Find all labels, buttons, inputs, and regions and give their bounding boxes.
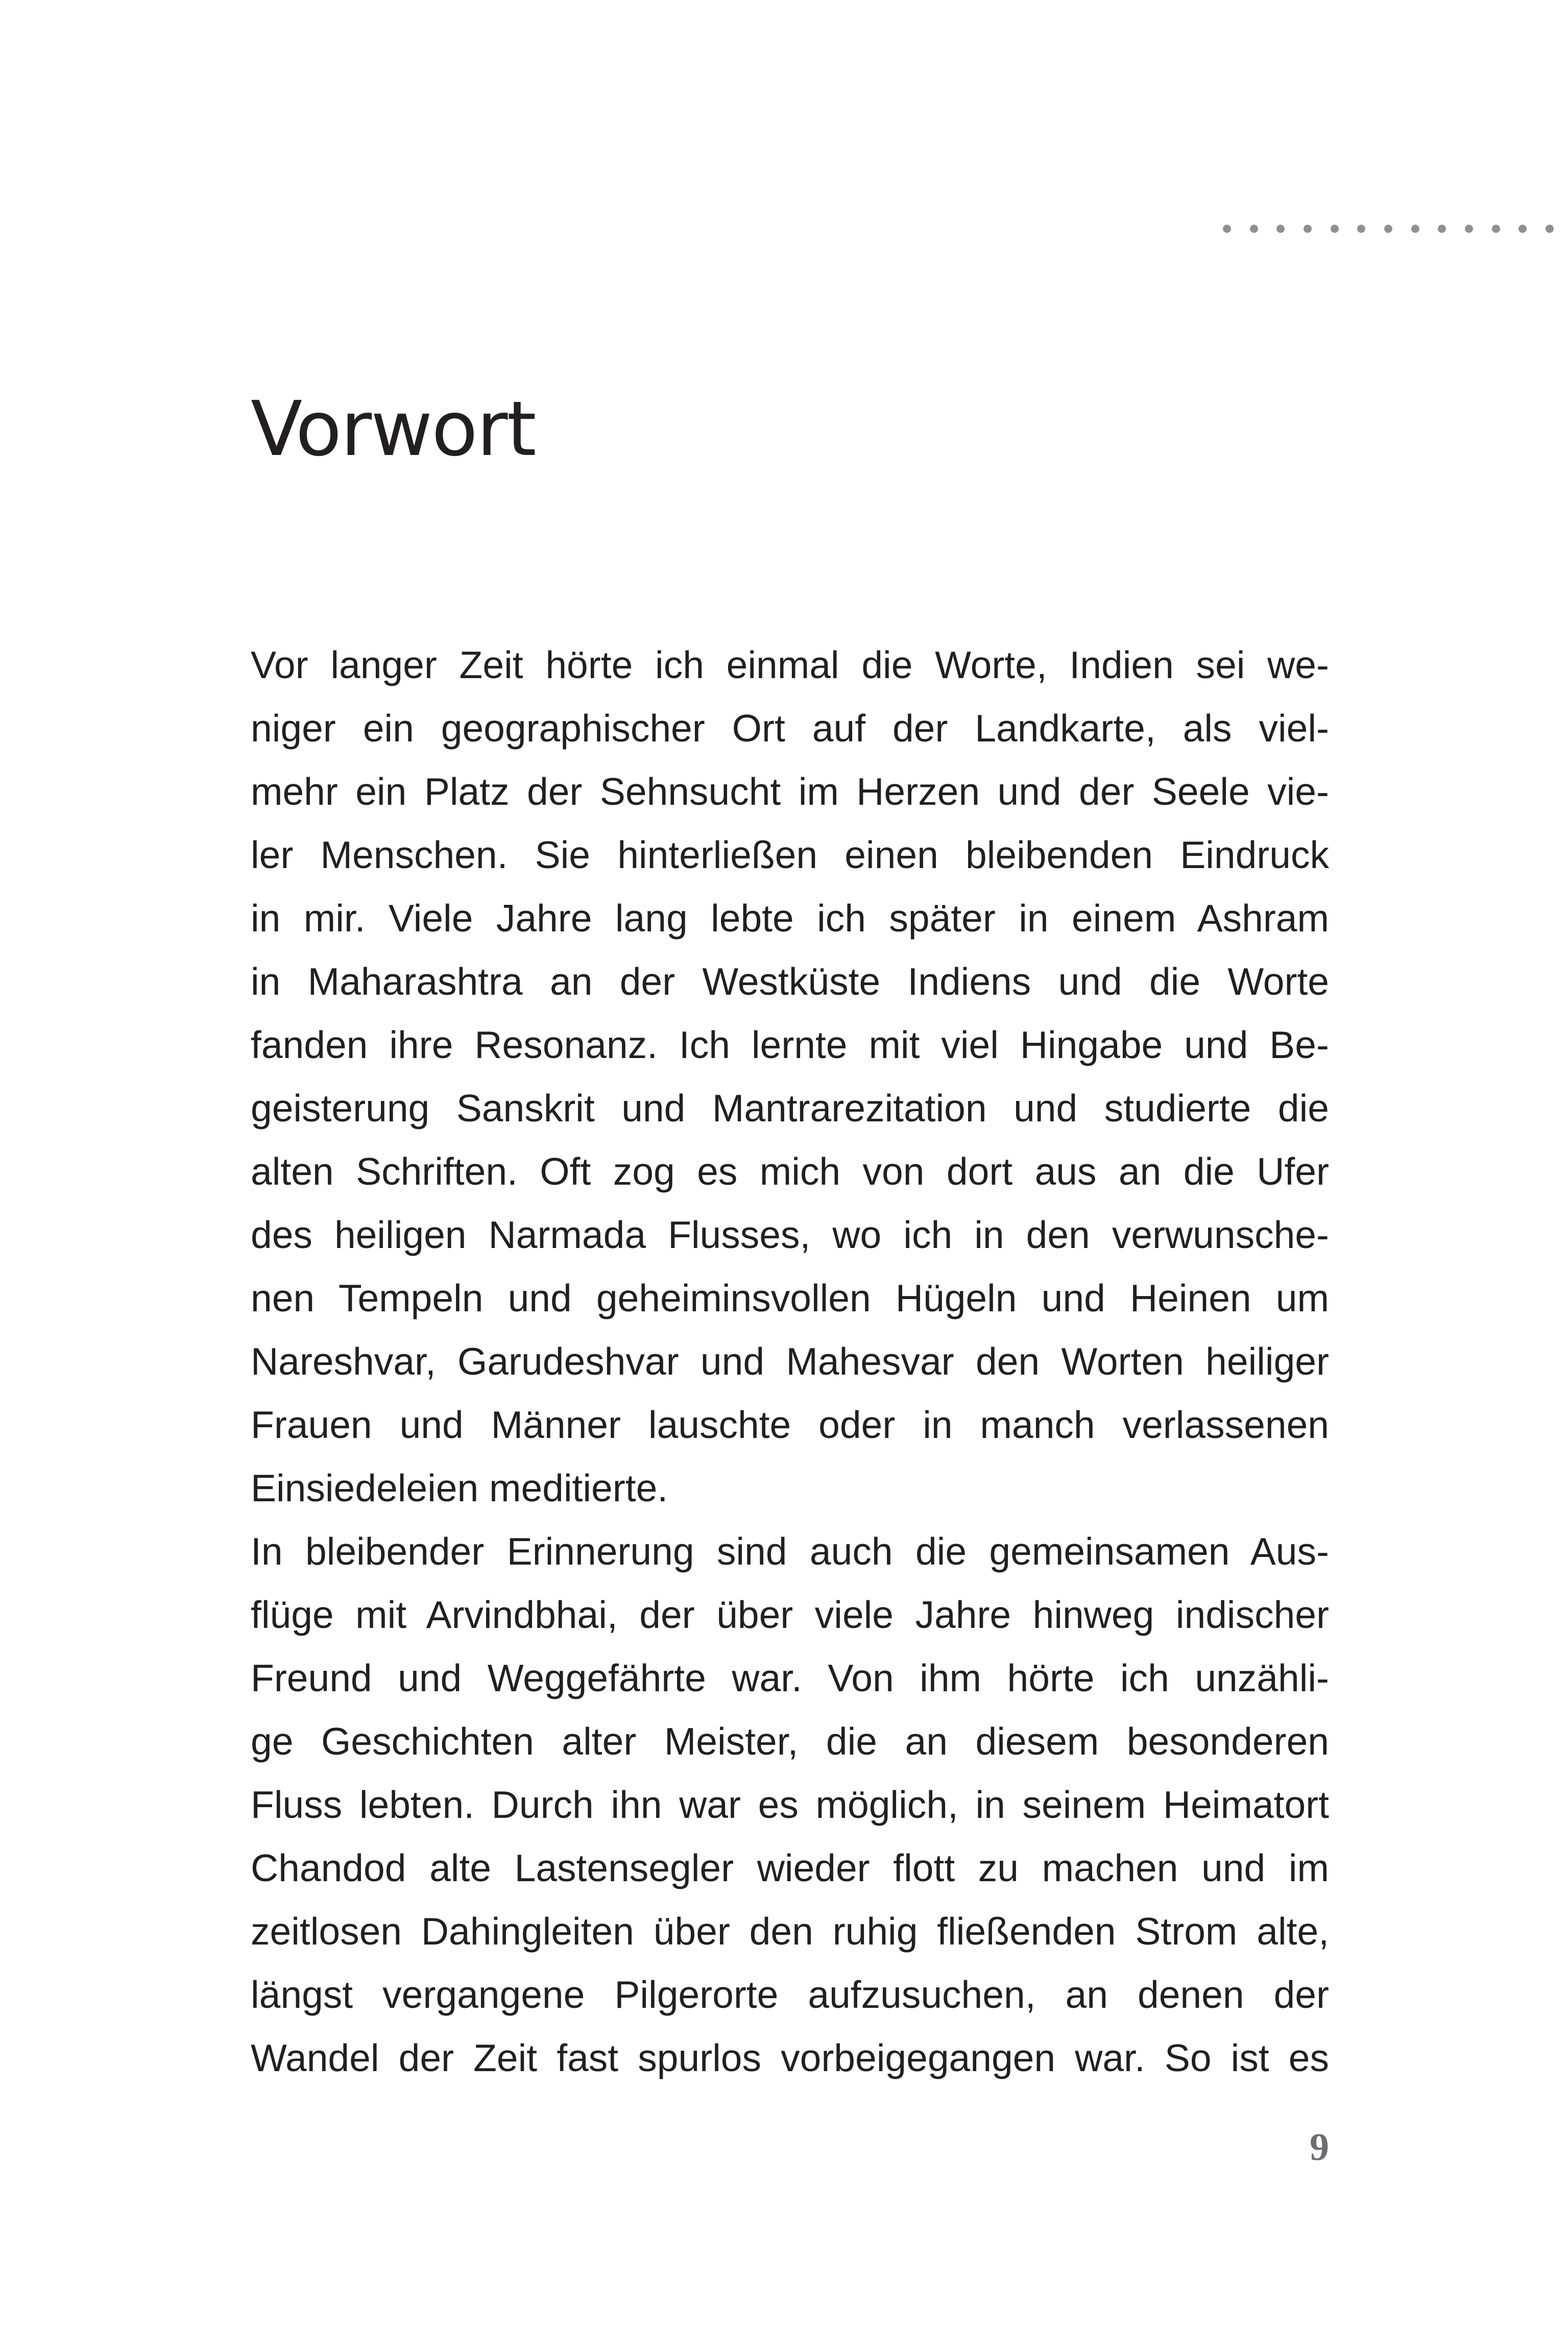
decorative-dot [1492,225,1500,233]
text-line: zeitlosen Dahingleiten über den ruhig fließenden Strom alte, [251,1910,1329,1953]
body-text [251,633,1329,2090]
text-line: Fluss lebten. Durch ihn war es möglich, in seinem Heimatort [251,1783,1329,1826]
text-line: alten Schriften. Oft zog es mich von dort aus an die Ufer [251,1150,1329,1193]
text-line: Frauen und Männer lauschte oder in manch verlassenen [251,1403,1329,1446]
text-line: mehr ein Platz der Sehnsucht im Herzen und der Seele vie- [251,770,1329,813]
chapter-title: Vorwort [251,385,536,473]
decorative-dot [1384,225,1392,233]
decorative-dot [1411,225,1419,233]
text-line: Einsiedeleien meditierte. [251,1467,668,1509]
text-line: niger ein geographischer Ort auf der Landkarte, als viel- [251,707,1329,750]
text-line: in mir. Viele Jahre lang lebte ich später in einem Ashram [251,897,1329,940]
text-line: fanden ihre Resonanz. Ich lernte mit viel Hingabe und Be- [251,1023,1329,1066]
text-line: Freund und Weggefährte war. Von ihm hörte ich unzähli- [251,1657,1329,1699]
text-line: ler Menschen. Sie hinterließen einen bleibenden Eindruck [251,833,1329,876]
page-number: 9 [1310,2126,1329,2169]
decorative-dot [1465,225,1473,233]
decorative-dot [1518,225,1527,233]
text-line: ge Geschichten alter Meister, die an diesem besonderen [251,1720,1329,1763]
text-line: Wandel der Zeit fast spurlos vorbeigegangen war. So ist es [251,2036,1329,2079]
decorative-dot [1331,225,1339,233]
text-line: flüge mit Arvindbhai, der über viele Jahre hinweg indischer [251,1593,1329,1636]
decorative-dot-row [1223,219,1554,239]
text-line: längst vergangene Pilgerorte aufzusuchen, an denen der [251,1973,1329,2016]
text-line: des heiligen Narmada Flusses, wo ich in den verwunsche- [251,1213,1329,1256]
text-line: Vor langer Zeit hörte ich einmal die Worte, Indien sei we- [251,643,1329,686]
decorative-dot [1546,225,1554,233]
decorative-dot [1438,225,1446,233]
text-line: Nareshvar, Garudeshvar und Mahesvar den Worten heiliger [251,1340,1329,1383]
text-line: nen Tempeln und geheiminsvollen Hügeln und Heinen um [251,1277,1329,1319]
decorative-dot [1357,225,1365,233]
text-line: In bleibender Erinnerung sind auch die gemeinsamen Aus- [251,1530,1329,1573]
decorative-dot [1223,225,1231,233]
decorative-dot [1304,225,1312,233]
decorative-dot [1276,225,1285,233]
decorative-dot [1250,225,1258,233]
text-line: Chandod alte Lastensegler wieder flott zu machen und im [251,1846,1329,1889]
text-line: geisterung Sanskrit und Mantrarezitation und studierte die [251,1087,1329,1130]
text-line: in Maharashtra an der Westküste Indiens und die Worte [251,960,1329,1003]
